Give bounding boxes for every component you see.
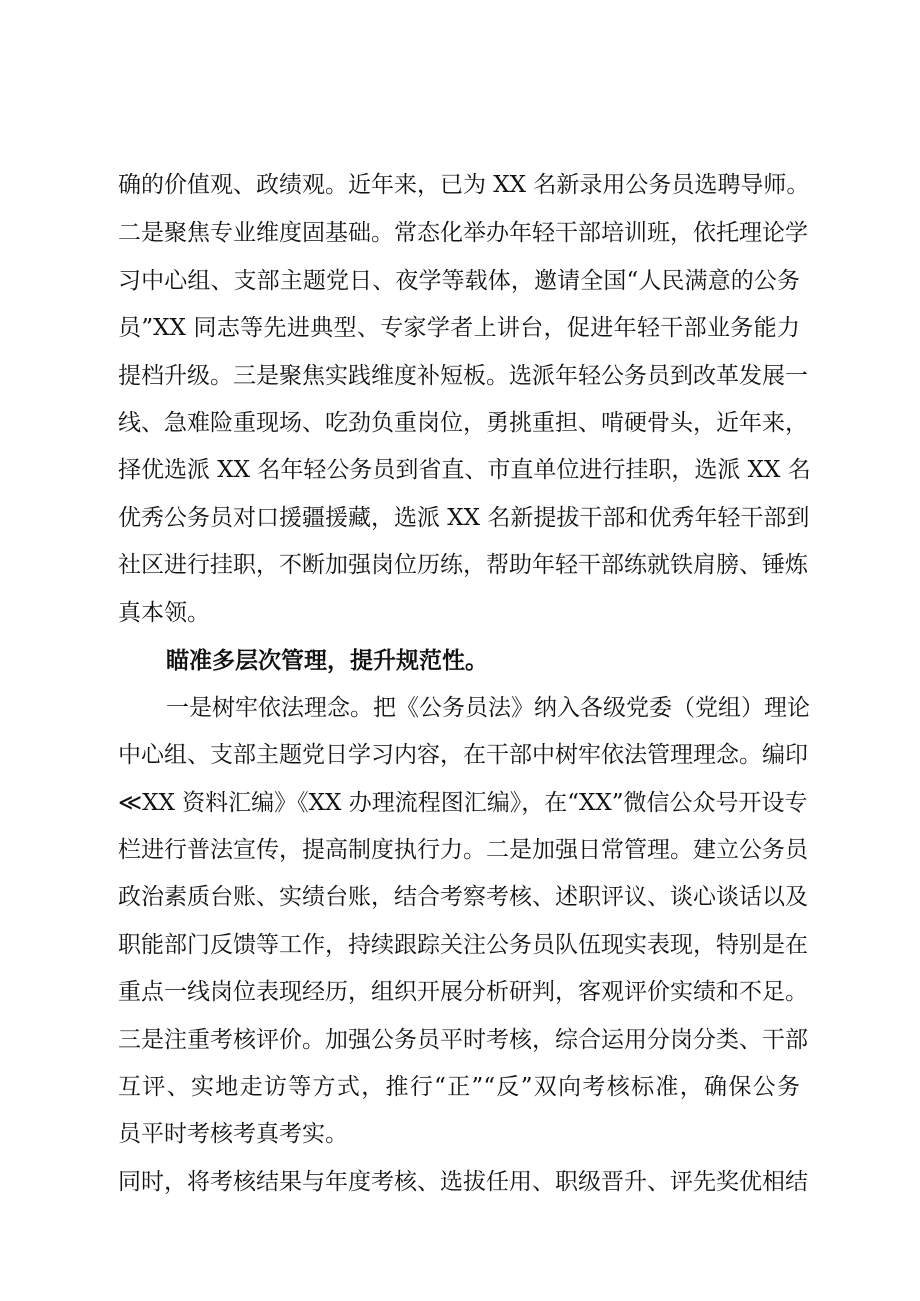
paragraph-line: 同时，将考核结果与年度考核、选拔任用、职级晋升、评先奖优相结 <box>118 1169 808 1195</box>
paragraph-line: 栏进行普法宣传，提高制度执行力。二是加强日常管理。建立公务员 <box>118 837 808 863</box>
paragraph-line: 二是聚焦专业维度固基础。常态化举办年轻干部培训班，依托理论学 <box>118 220 808 246</box>
section-heading: 瞄准多层次管理，提升规范性。 <box>166 648 488 674</box>
paragraph-line: 职能部门反馈等工作，持续跟踪关注公务员队伍现实表现，特别是在 <box>118 932 808 958</box>
paragraph-line: 员”XX 同志等先进典型、专家学者上讲台，促进年轻干部业务能力 <box>118 315 800 341</box>
paragraph-line: 政治素质台账、实绩台账，结合考察考核、述职评议、谈心谈话以及 <box>118 884 808 910</box>
paragraph-line: 确的价值观、政绩观。近年来，已为 XX 名新录用公务员选聘导师。 <box>118 172 810 198</box>
paragraph-line: 三是注重考核评价。加强公务员平时考核，综合运用分岗分类、干部 <box>118 1027 808 1053</box>
paragraph-line: 互评、实地走访等方式，推行“正”“反”双向考核标准，确保公务 <box>118 1074 800 1100</box>
paragraph-line: ≪XX 资料汇编》《XX 办理流程图汇编》，在“XX”微信公众号开设专 <box>118 790 808 816</box>
paragraph-line: 提档升级。三是聚焦实践维度补短板。选派年轻公务员到改革发展一 <box>118 363 808 389</box>
paragraph-line: 员平时考核考真考实。 <box>118 1121 348 1147</box>
paragraph-line: 线、急难险重现场、吃劲负重岗位，勇挑重担、啃硬骨头，近年来， <box>118 410 808 436</box>
paragraph-line: 择优选派 XX 名年轻公务员到省直、市直单位进行挂职，选派 XX 名 <box>118 457 811 483</box>
paragraph-line: 社区进行挂职，不断加强岗位历练，帮助年轻干部练就铁肩膀、锤炼 <box>118 552 808 578</box>
paragraph-line: 优秀公务员对口援疆援藏，选派 XX 名新提拔干部和优秀年轻干部到 <box>118 505 810 531</box>
paragraph-line: 真本领。 <box>118 600 210 626</box>
paragraph-line: 一是树牢依法理念。把《公务员法》纳入各级党委（党组）理论 <box>166 695 810 721</box>
paragraph-line: 中心组、支部主题党日学习内容，在干部中树牢依法管理理念。编印 <box>118 742 808 768</box>
paragraph-line: 习中心组、支部主题党日、夜学等载体，邀请全国“人民满意的公务 <box>118 268 800 294</box>
paragraph-line: 重点一线岗位表现经历，组织开展分析研判，客观评价实绩和不足。 <box>118 979 808 1005</box>
